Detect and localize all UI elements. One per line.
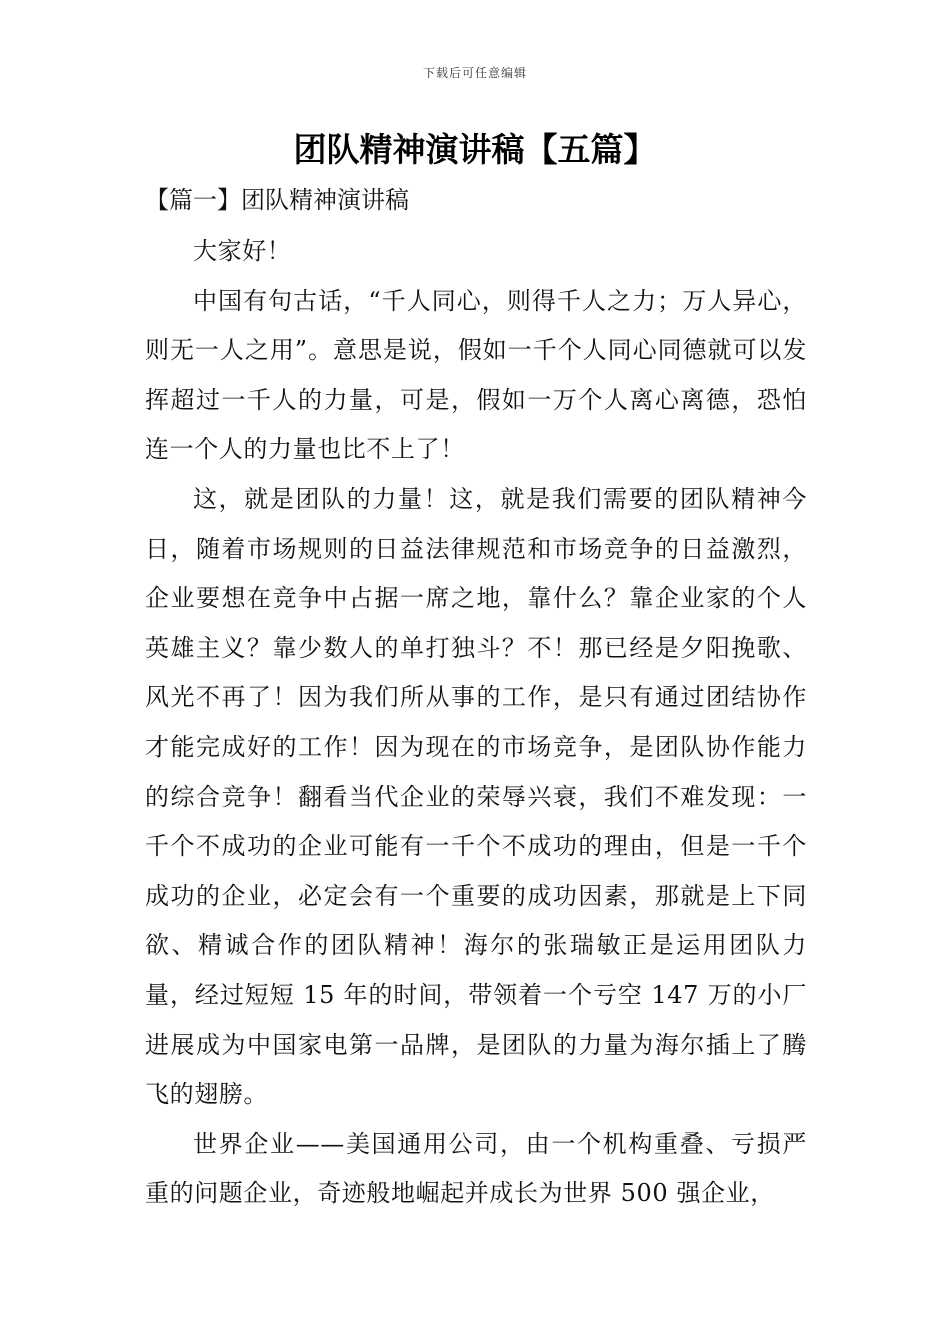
paragraph-proverb: 中国有句古话，“千人同心，则得千人之力；万人异心，则无一人之用”。意思是说，假如一千个人同心同德就可以发挥超过一千人的力量，可是，假如一万个人离心离德，恐怕连一个人的力量也比不上了！ — [145, 286, 807, 464]
paragraph-team-power: 这，就是团队的力量！这，就是我们需要的团队精神今日，随着市场规则的日益法律规范和市场竞争的日益激烈，企业要想在竞争中占据一席之地，靠什么？靠企业家的个人英雄主义？靠少数人的单打独斗？不！那已经是夕阳挽歌、风光不再了！因为我们所从事的工作，是只有通过团结协作才能完成好的工作！因为现在的市场竞争，是团队协作能力的综合竞争！翻看当代企业的荣辱兴衰，我们不难发现：一千个不成功的企业可能有一千个不成功的理由，但是一千个成功的企业，必定会有一个重要的成功因素，那就是上下同欲、精诚合作的团队精神！海尔的张瑞敏正是运用团队力量，经过短短 15 年的时间，带领着一个亏空 147 万的小厂进展成为中国家电第一品牌，是团队的力量为海尔插上了腾飞的翅膀。 — [145, 484, 807, 1109]
document-title: 团队精神演讲稿【五篇】 — [293, 130, 657, 169]
document-body — [145, 227, 807, 1219]
paragraph-greeting: 大家好！ — [193, 237, 292, 265]
header-note: 下载后可任意编辑 — [422, 66, 527, 80]
section-heading: 【篇一】团队精神演讲稿 — [145, 186, 409, 214]
paragraph-general-electric: 世界企业——美国通用公司，由一个机构重叠、亏损严重的问题企业，奇迹般地崛起并成长为世界 500 强企业， — [145, 1129, 807, 1208]
